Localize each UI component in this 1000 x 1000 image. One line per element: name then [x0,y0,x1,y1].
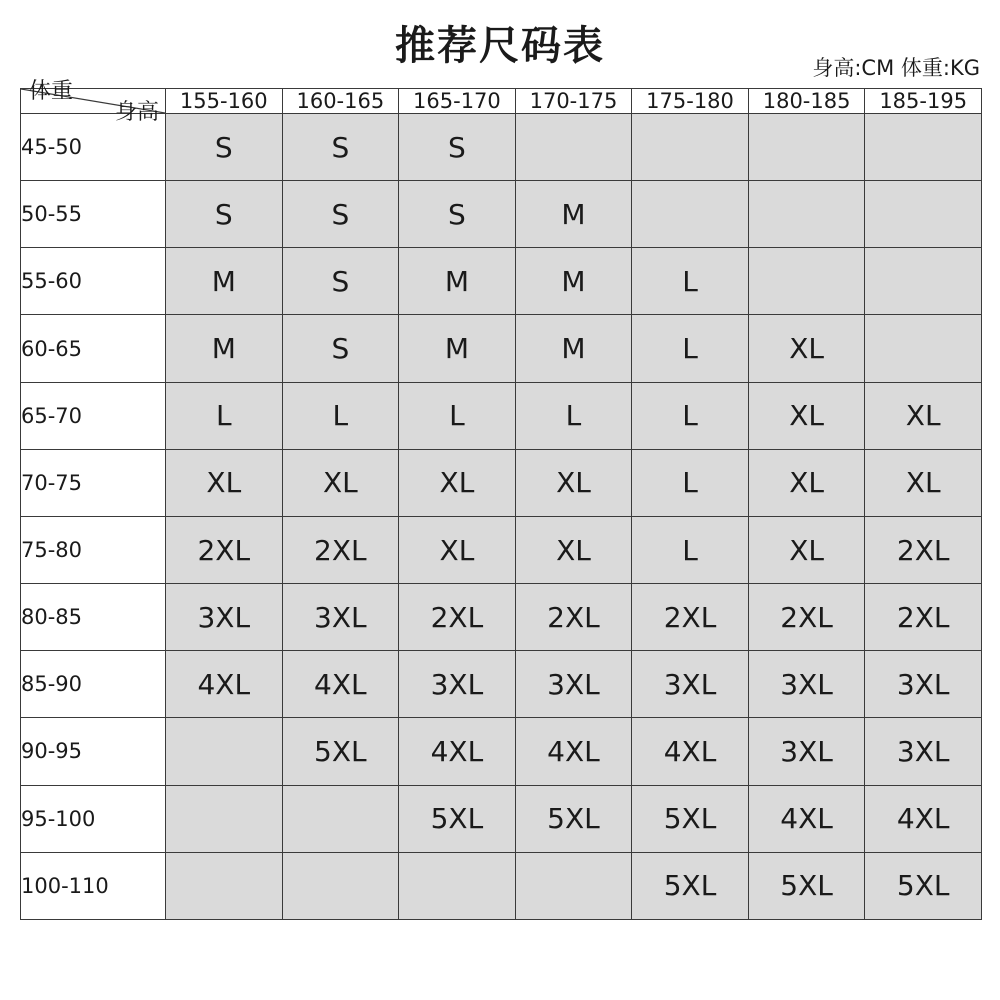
size-cell: L [515,382,632,449]
size-cell [282,852,399,919]
table-row [21,651,982,718]
size-cell: 3XL [865,651,982,718]
size-cell: S [399,114,516,181]
size-cell: 4XL [865,785,982,852]
size-cell: L [632,248,749,315]
size-cell: 2XL [632,584,749,651]
size-cell: XL [515,449,632,516]
corner-height-label: 身高 [114,100,159,125]
size-chart-table [20,79,982,920]
weight-header: 55-60 [21,248,166,315]
size-cell: M [166,248,283,315]
size-cell: 4XL [515,718,632,785]
size-cell: 4XL [282,651,399,718]
size-cell: 2XL [865,516,982,583]
size-cell: XL [399,516,516,583]
size-cell: S [282,181,399,248]
weight-header: 50-55 [21,181,166,248]
size-cell: S [282,114,399,181]
size-cell: 5XL [399,785,516,852]
size-table-body [21,114,982,920]
size-cell: 2XL [166,516,283,583]
size-cell: 5XL [632,785,749,852]
units-note: 身高:CM 体重:KG [812,56,980,80]
size-cell: L [632,382,749,449]
size-cell [865,315,982,382]
size-cell: XL [865,449,982,516]
size-cell [632,114,749,181]
size-cell [166,852,283,919]
page-title: 推荐尺码表 [395,23,605,69]
weight-header: 90-95 [21,718,166,785]
size-cell: 3XL [632,651,749,718]
height-header: 185-195 [865,89,982,114]
table-row [21,382,982,449]
corner-weight-label: 体重 [29,79,74,104]
size-cell: 4XL [399,718,516,785]
size-cell: L [632,449,749,516]
weight-header: 80-85 [21,584,166,651]
height-header: 165-170 [399,89,516,114]
size-cell: S [282,248,399,315]
size-cell: M [515,248,632,315]
table-row [21,718,982,785]
weight-header: 75-80 [21,516,166,583]
size-cell [748,114,865,181]
size-cell [865,248,982,315]
size-cell: 2XL [399,584,516,651]
size-cell: 4XL [166,651,283,718]
size-cell: M [166,315,283,382]
size-cell: XL [748,516,865,583]
size-cell: 5XL [515,785,632,852]
size-cell: 5XL [282,718,399,785]
weight-header: 100-110 [21,852,166,919]
size-cell: 2XL [515,584,632,651]
height-header: 180-185 [748,89,865,114]
size-cell: 4XL [748,785,865,852]
size-cell: XL [399,449,516,516]
weight-header: 45-50 [21,114,166,181]
table-row [21,114,982,181]
size-cell [515,852,632,919]
weight-header: 65-70 [21,382,166,449]
size-cell: S [282,315,399,382]
size-cell [748,248,865,315]
size-cell: M [515,315,632,382]
size-cell: 5XL [865,852,982,919]
size-cell: L [632,516,749,583]
size-cell: S [399,181,516,248]
size-cell: XL [748,382,865,449]
size-cell [515,114,632,181]
size-cell: XL [515,516,632,583]
size-cell [865,114,982,181]
size-cell: S [166,181,283,248]
size-cell: L [282,382,399,449]
size-cell: XL [865,382,982,449]
size-cell: 3XL [166,584,283,651]
size-cell: S [166,114,283,181]
size-cell: 5XL [632,852,749,919]
size-cell: 3XL [515,651,632,718]
table-row [21,449,982,516]
size-cell: 3XL [748,651,865,718]
size-cell: 5XL [748,852,865,919]
weight-header: 95-100 [21,785,166,852]
size-cell: 2XL [748,584,865,651]
size-cell: 3XL [865,718,982,785]
size-cell: 2XL [282,516,399,583]
size-cell: L [632,315,749,382]
size-cell: XL [166,449,283,516]
table-row [21,852,982,919]
size-cell [282,785,399,852]
size-cell: XL [748,449,865,516]
weight-header: 85-90 [21,651,166,718]
size-cell: 3XL [282,584,399,651]
height-header: 175-180 [632,89,749,114]
table-row [21,181,982,248]
size-cell: 3XL [399,651,516,718]
height-header: 160-165 [282,89,399,114]
table-row [21,785,982,852]
size-cell [399,852,516,919]
weight-header: 70-75 [21,449,166,516]
size-cell: 2XL [865,584,982,651]
size-cell: M [399,315,516,382]
table-row [21,516,982,583]
size-cell: L [399,382,516,449]
size-cell [748,181,865,248]
size-cell: M [515,181,632,248]
size-cell: XL [748,315,865,382]
size-cell [166,718,283,785]
table-row [21,315,982,382]
size-cell: 4XL [632,718,749,785]
size-cell [166,785,283,852]
table-row [21,248,982,315]
corner-header [21,79,166,125]
height-header: 155-160 [166,89,283,114]
weight-header: 60-65 [21,315,166,382]
size-cell: XL [282,449,399,516]
table-row [21,584,982,651]
size-cell [632,181,749,248]
header-row [21,89,982,114]
size-cell: 3XL [748,718,865,785]
height-header: 170-175 [515,89,632,114]
size-cell [865,181,982,248]
size-cell: M [399,248,516,315]
size-cell: L [166,382,283,449]
